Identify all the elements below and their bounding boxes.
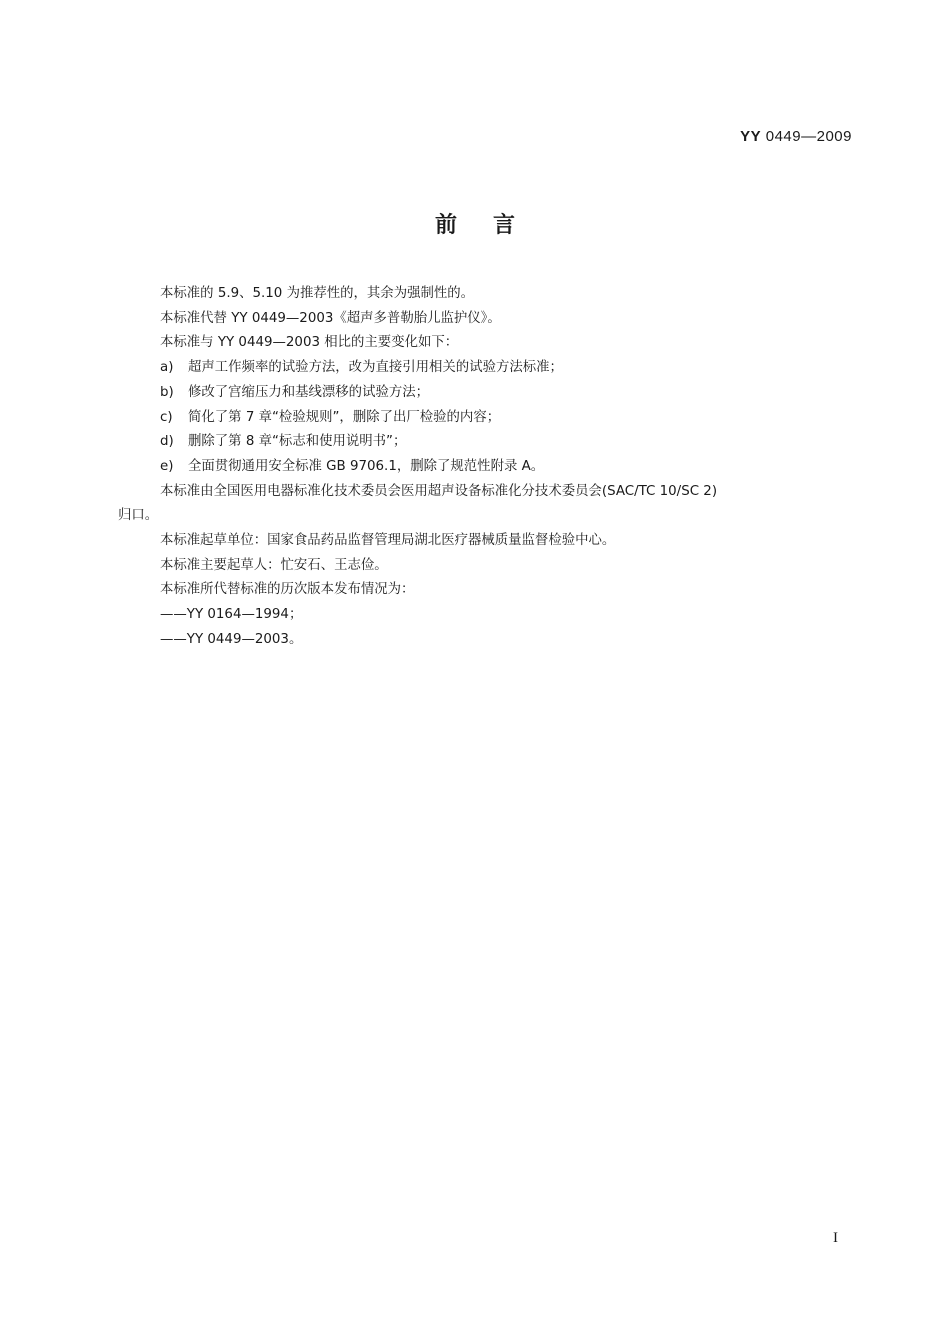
list-item-text: 简化了第 7 章“检验规则”，删除了出厂检验的内容；: [188, 409, 501, 425]
paragraph-drafters: 本标准主要起草人：忙安石、王志俭。: [160, 557, 388, 573]
paragraph-recommended-clauses: 本标准的 5.9、5.10 为推荐性的，其余为强制性的。: [160, 286, 475, 301]
paragraph-history-intro: 本标准所代替标准的历次版本发布情况为：: [160, 582, 415, 598]
paragraph-drafting-unit: 本标准起草单位：国家食品药品监督管理局湖北医疗器械质量监督检验中心。: [160, 533, 616, 549]
history-item: ——YY 0449—2003。: [160, 631, 303, 647]
paragraph-changes-intro: 本标准与 YY 0449—2003 相比的主要变化如下：: [160, 335, 459, 351]
list-item-text: 删除了第 8 章“标志和使用说明书”；: [188, 434, 407, 450]
foreword-body: [118, 282, 858, 653]
list-marker: d): [160, 434, 174, 450]
list-item: [118, 406, 858, 431]
list-marker: e): [160, 458, 174, 474]
page-number: I: [833, 1230, 838, 1246]
paragraph-replaces: 本标准代替 YY 0449—2003《超声多普勒胎儿监护仪》。: [160, 310, 501, 326]
paragraph-committee-line1: 本标准由全国医用电器标准化技术委员会医用超声设备标准化分技术委员会(SAC/TC 10/SC 2): [160, 483, 718, 499]
standard-code: [740, 128, 852, 145]
standard-prefix: YY: [740, 128, 762, 145]
list-marker: c): [160, 409, 173, 425]
paragraph-committee-line2: 归口。: [118, 508, 159, 524]
history-item: ——YY 0164—1994；: [160, 607, 303, 623]
list-item-text: 修改了宫缩压力和基线漂移的试验方法；: [188, 384, 430, 400]
list-item: [118, 430, 858, 455]
list-item: [118, 381, 858, 406]
page-title: 前言: [434, 213, 551, 238]
list-item: [118, 356, 858, 381]
standard-number: 0449—2009: [765, 128, 852, 145]
list-marker: a): [160, 360, 174, 376]
list-item-text: 全面贯彻通用安全标准 GB 9706.1，删除了规范性附录 A。: [188, 458, 545, 474]
list-item: [118, 455, 858, 480]
list-item-text: 超声工作频率的试验方法，改为直接引用相关的试验方法标准；: [188, 360, 563, 376]
list-marker: b): [160, 384, 174, 400]
